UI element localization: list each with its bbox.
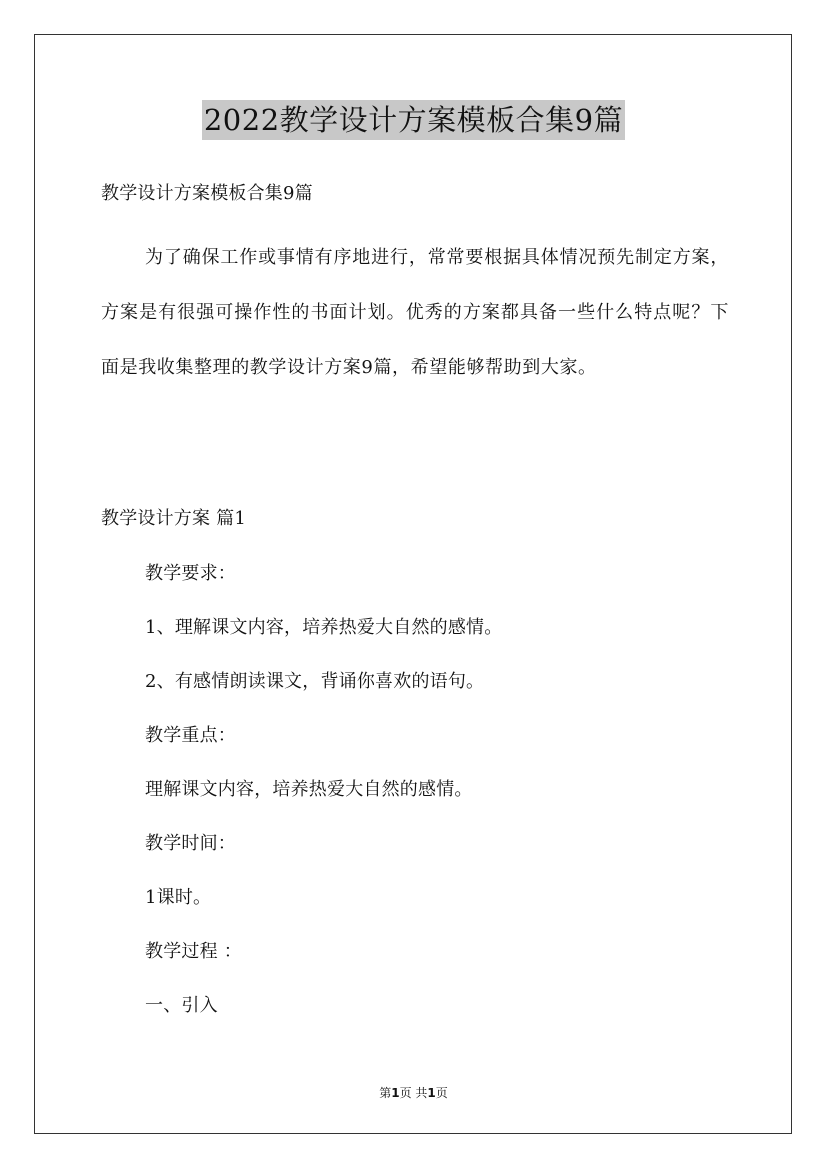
title-container bbox=[0, 100, 827, 140]
section-heading: 教学设计方案 篇1 bbox=[101, 508, 246, 529]
document-title: 2022教学设计方案模板合集9篇 bbox=[202, 100, 625, 140]
content-line: 理解课文内容，培养热爱大自然的感情。 bbox=[145, 779, 473, 800]
content-line: 1课时。 bbox=[145, 887, 212, 908]
intro-paragraph: 为了确保工作或事情有序地进行，常常要根据具体情况预先制定方案，方案是有很强可操作性的书面计划。优秀的方案都具备一些什么特点呢？下面是我收集整理的教学设计方案9篇，希望能够帮助到大家。 bbox=[101, 247, 729, 378]
content-line: 教学过程 ： bbox=[145, 941, 242, 962]
footer-page-mid: 页 共 bbox=[399, 1086, 428, 1100]
content-line: 1、理解课文内容，培养热爱大自然的感情。 bbox=[145, 617, 503, 638]
content-line: 教学要求： bbox=[145, 563, 236, 584]
footer-page-prefix: 第 bbox=[379, 1086, 392, 1100]
content-line: 2、有感情朗读课文，背诵你喜欢的语句。 bbox=[145, 671, 485, 692]
content-line: 一、引入 bbox=[145, 995, 218, 1016]
footer-page-total: 1 bbox=[427, 1086, 436, 1100]
footer-page-suffix: 页 bbox=[435, 1086, 448, 1100]
content-line: 教学重点： bbox=[145, 725, 236, 746]
page-footer bbox=[0, 1085, 827, 1101]
footer-page-number: 1 bbox=[391, 1086, 400, 1100]
document-subtitle: 教学设计方案模板合集9篇 bbox=[101, 183, 313, 204]
content-line: 教学时间： bbox=[145, 833, 236, 854]
